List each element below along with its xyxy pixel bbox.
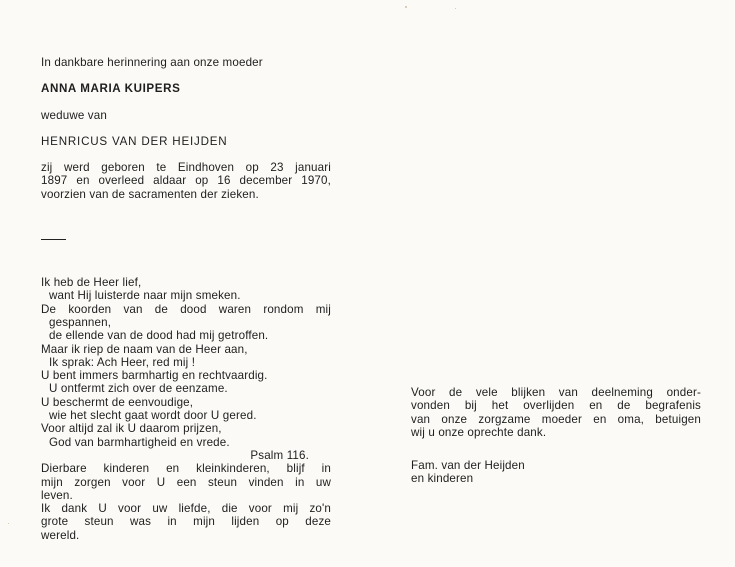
- thanks-column: [411, 386, 701, 486]
- message-line: Ik dank U voor uw liefde, die voor mij zo'n: [41, 502, 331, 516]
- psalm-line: U bent immers barmhartig en rechtvaardig.: [41, 369, 268, 383]
- psalm-line: Maar ik riep de naam van de Heer aan,: [41, 342, 248, 356]
- bio-line: 1897 en overleed aldaar op 16 december 1970,: [41, 174, 331, 188]
- thanks-line: van onze zorgzame moeder en oma, betuigen: [411, 412, 701, 426]
- thanks-line: vonden bij het overlijden en de begrafenis: [411, 399, 701, 413]
- psalm-text: [41, 276, 331, 462]
- psalm-reference: Psalm 116.: [250, 448, 309, 462]
- psalm-line: U ontfermt zich over de eenzame.: [49, 382, 228, 396]
- message-text: [41, 462, 331, 542]
- psalm-line: de ellende van de dood had mij getroffen.: [49, 329, 269, 343]
- psalm-line: wie het slecht gaat wordt door U gered.: [49, 409, 257, 423]
- message-line: Dierbare kinderen en kleinkinderen, blijf in: [41, 462, 331, 476]
- intro-text: In dankbare herinnering aan onze moeder: [41, 56, 263, 69]
- psalm-line: gespannen,: [49, 315, 112, 329]
- paper-speck: [455, 8, 456, 9]
- family-signature: Fam. van der Heijden: [411, 459, 525, 473]
- message-line: leven.: [41, 488, 73, 502]
- bio-line: voorzien van de sacramenten der zieken.: [41, 187, 259, 201]
- thanks-line: wij u onze oprechte dank.: [411, 425, 547, 439]
- psalm-line: Ik sprak: Ach Heer, red mij !: [49, 355, 196, 369]
- husband-name: HENRICUS VAN DER HEIJDEN: [41, 134, 228, 148]
- psalm-line: want Hij luisterde naar mijn smeken.: [49, 289, 241, 303]
- thanks-line: Voor de vele blijken van deelneming onder-: [411, 386, 701, 399]
- psalm-line: Ik heb de Heer lief,: [41, 276, 142, 290]
- message-line: grote steun was in mijn lijden op deze: [41, 515, 331, 529]
- paper-speck: [8, 523, 9, 524]
- left-column: [41, 56, 331, 542]
- paper-speck: [405, 6, 407, 8]
- message-line: mijn zorgen voor U een steun vinden in uw: [41, 475, 331, 489]
- bio-line: zij werd geboren te Eindhoven op 23 januari: [41, 161, 331, 175]
- psalm-line: Voor altijd zal ik U daarom prijzen,: [41, 422, 222, 436]
- message-line: wereld.: [41, 528, 80, 542]
- children-signature: en kinderen: [411, 472, 474, 486]
- psalm-line: God van barmhartigheid en vrede.: [49, 435, 230, 449]
- widow-of-text: weduwe van: [41, 108, 107, 122]
- psalm-line: U beschermt de eenvoudige,: [41, 395, 194, 409]
- psalm-line: De koorden van de dood waren rondom mij: [41, 302, 331, 316]
- deceased-name: ANNA MARIA KUIPERS: [41, 82, 181, 96]
